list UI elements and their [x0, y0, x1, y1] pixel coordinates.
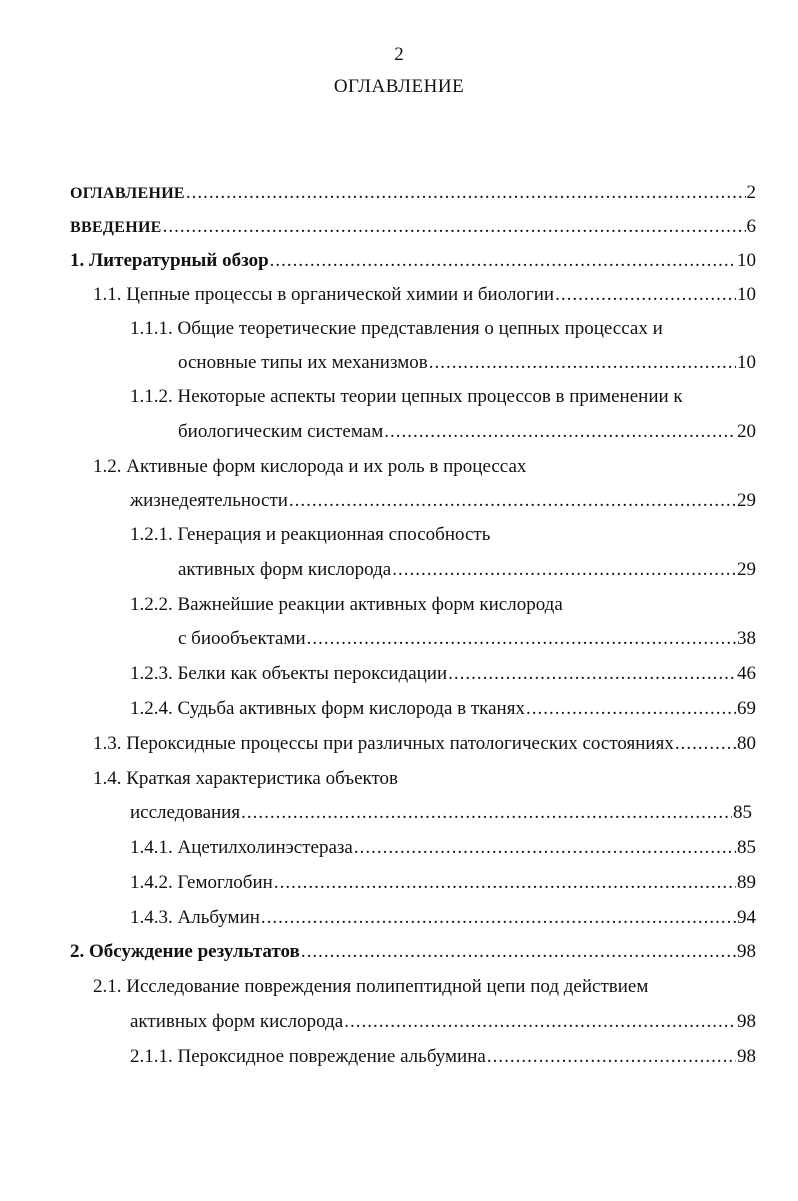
- toc-leader: [487, 1042, 736, 1072]
- toc-leader: [301, 937, 736, 967]
- toc-entry-page: 6: [746, 216, 756, 237]
- toc-entry-1-4-3: [130, 903, 756, 933]
- toc-entry-1-2-1-line1: 1.2.1. Генерация и реакционная способность: [130, 524, 491, 545]
- toc-entry-title: биологическим системам: [178, 421, 384, 442]
- toc-leader: [307, 624, 736, 654]
- toc-entry-2-1-1: [130, 1042, 756, 1072]
- toc-entry-title: основные типы их механизмов: [178, 352, 428, 373]
- toc-leader: [448, 659, 736, 689]
- toc-entry-page: 29: [737, 490, 756, 511]
- toc-entry-page: 98: [737, 1046, 756, 1067]
- toc-entry-page: 89: [737, 872, 756, 893]
- toc-entry-page: 80: [737, 733, 756, 754]
- toc-entry-chapter-1: [70, 246, 756, 276]
- toc-entry-title: 1.4.2. Гемоглобин: [130, 872, 273, 893]
- toc-entry-introduction: [70, 212, 756, 242]
- toc-entry-1-4-2: [130, 868, 756, 898]
- toc-leader: [344, 1007, 736, 1037]
- toc-entry-chapter-2: [70, 937, 756, 967]
- toc-entry-1-1-1: [178, 348, 756, 378]
- toc-entry-title: 2. Обсуждение результатов: [70, 941, 300, 962]
- toc-leader: [384, 417, 736, 447]
- toc-entry-title: 1.1. Цепные процессы в органической химии и биологии: [93, 284, 555, 305]
- toc-entry-2-1: [130, 1007, 756, 1037]
- toc-entry-1-4: [130, 798, 752, 828]
- toc-leader: [261, 903, 736, 933]
- toc-entry-page: 85: [733, 802, 752, 823]
- toc-entry-title: ВВЕДЕНИЕ: [70, 219, 162, 236]
- page-number: 2: [394, 44, 404, 65]
- toc-entry-1-2: [130, 486, 756, 516]
- toc-leader: [675, 729, 736, 759]
- toc-entry-title: ОГЛАВЛЕНИЕ: [70, 185, 185, 202]
- toc-entry-title: 2.1.1. Пероксидное повреждение альбумина: [130, 1046, 486, 1067]
- toc-entry-title: жизнедеятельности: [130, 490, 288, 511]
- toc-entry-title: активных форм кислорода: [178, 559, 392, 580]
- toc-leader: [526, 694, 736, 724]
- toc-entry-title: 1.2.3. Белки как объекты пероксидации: [130, 663, 448, 684]
- toc-entry-page: 46: [737, 663, 756, 684]
- toc-entry-page: 10: [737, 250, 756, 271]
- toc-entry-page: 69: [737, 698, 756, 719]
- toc-leader: [289, 486, 736, 516]
- toc-entry-1-2-line1: 1.2. Активные форм кислорода и их роль в процессах: [93, 456, 527, 477]
- toc-leader: [392, 555, 736, 585]
- toc-entry-1-1-2: [178, 417, 756, 447]
- toc-entry-page: 98: [737, 1011, 756, 1032]
- toc-entry-title: 1.4.3. Альбумин: [130, 907, 260, 928]
- toc-entry-contents: [70, 178, 756, 208]
- toc-entry-1-4-line1: 1.4. Краткая характеристика объектов: [93, 768, 399, 789]
- toc-entry-page: 29: [737, 559, 756, 580]
- toc-entry-page: 20: [737, 421, 756, 442]
- toc-entry-title: активных форм кислорода: [130, 1011, 344, 1032]
- toc-leader: [241, 798, 732, 828]
- toc-entry-title: с биообъектами: [178, 628, 306, 649]
- toc-entry-title: 1. Литературный обзор: [70, 250, 269, 271]
- toc-entry-title: исследования: [130, 802, 241, 823]
- toc-entry-2-1-line1: 2.1. Исследование повреждения полипептидной цепи под действием: [93, 976, 649, 997]
- toc-entry-page: 10: [737, 284, 756, 305]
- toc-entry-title: 1.4.1. Ацетилхолинэстераза: [130, 837, 353, 858]
- toc-entry-page: 10: [737, 352, 756, 373]
- toc-entry-page: 85: [737, 837, 756, 858]
- toc-entry-1-1-1-line1: 1.1.1. Общие теоретические представления о цепных процессах и: [130, 318, 663, 339]
- toc-leader: [186, 178, 746, 208]
- toc-entry-title: 1.3. Пероксидные процессы при различных патологических состояниях: [93, 733, 674, 754]
- toc-entry-1-2-1: [178, 555, 756, 585]
- toc-entry-1-2-4: [130, 694, 756, 724]
- toc-entry-page: 94: [737, 907, 756, 928]
- toc-entry-page: 2: [746, 182, 756, 203]
- toc-entry-1-1: [93, 280, 756, 310]
- toc-entry-1-2-2-line1: 1.2.2. Важнейшие реакции активных форм кислорода: [130, 594, 563, 615]
- toc-entry-page: 98: [737, 941, 756, 962]
- toc-leader: [163, 212, 746, 242]
- toc-entry-1-2-2: [178, 624, 756, 654]
- toc-entry-1-3: [93, 729, 756, 759]
- toc-leader: [429, 348, 736, 378]
- toc-entry-1-1-2-line1: 1.1.2. Некоторые аспекты теории цепных процессов в применении к: [130, 386, 683, 407]
- toc-leader: [555, 280, 736, 310]
- toc-leader: [270, 246, 736, 276]
- toc-leader: [274, 868, 736, 898]
- toc-entry-page: 38: [737, 628, 756, 649]
- toc-entry-title: 1.2.4. Судьба активных форм кислорода в тканях: [130, 698, 525, 719]
- toc-entry-1-2-3: [130, 659, 756, 689]
- page-title: ОГЛАВЛЕНИЕ: [333, 76, 465, 97]
- toc-entry-1-4-1: [130, 833, 756, 863]
- toc-leader: [354, 833, 736, 863]
